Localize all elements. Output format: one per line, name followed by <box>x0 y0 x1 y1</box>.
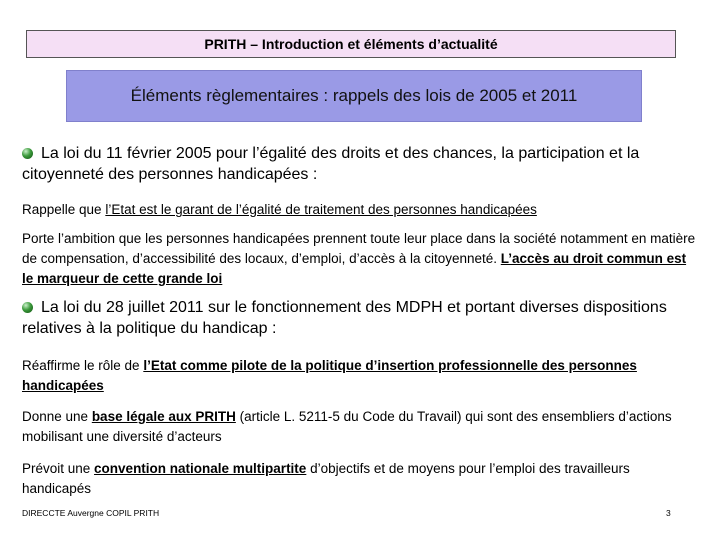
law-2005-heading <box>22 143 698 185</box>
law-2011-point1 <box>22 356 698 396</box>
law-2011-point2-emphasis: base légale aux PRITH <box>91 409 236 424</box>
law-2011-point3-suffix: d’objectifs et de moyens pour l’emploi des travailleurs handicapés <box>22 461 630 496</box>
law-2005-heading-text: La loi du 11 février 2005 pour l’égalité des droits et des chances, la participation et la citoyenneté des personnes handicapées : <box>22 145 640 183</box>
law-2011-point3 <box>22 459 698 499</box>
green-bullet-icon <box>22 148 33 159</box>
section-title-box <box>66 70 642 122</box>
header-title: PRITH – Introduction et éléments d’actualité <box>204 36 498 52</box>
footer-source: DIRECCTE Auvergne COPIL PRITH <box>22 508 160 518</box>
law-2011-heading <box>22 297 698 339</box>
header-banner <box>26 30 676 58</box>
law-2011-point2 <box>22 407 698 447</box>
page-number: 3 <box>666 508 671 518</box>
law-2011-point2-suffix: (article L. 5211-5 du Code du Travail) qui sont des ensembliers d’actions mobilisant une diversité d’acteurs <box>22 409 672 444</box>
law-2005-point1 <box>22 200 698 220</box>
law-2011-point3-prefix: Prévoit une <box>22 461 95 476</box>
section-title: Éléments règlementaires : rappels des lois de 2005 et 2011 <box>130 86 578 105</box>
green-bullet-icon <box>22 302 33 313</box>
law-2011-point2-prefix: Donne une <box>22 409 92 424</box>
law-2005-point1-prefix: Rappelle que <box>22 202 106 217</box>
law-2011-heading-text: La loi du 28 juillet 2011 sur le fonctionnement des MDPH et portant diverses dispositions relatives à la politique du handicap : <box>22 299 667 337</box>
law-2005-point2 <box>22 229 698 289</box>
law-2011-point1-prefix: Réaffirme le rôle de <box>22 358 144 373</box>
law-2005-point2-text: Porte l’ambition que les personnes handicapées prennent toute leur place dans la société notamment en matière de compensation, d’accessibilité des locaux, d’emploi, d’accès à la citoyenneté. <box>22 231 696 266</box>
law-2011-point1-emphasis: l’Etat comme pilote de la politique d’insertion professionnelle des personnes handicapées <box>22 358 637 393</box>
law-2005-point2-emphasis: L’accès au droit commun est le marqueur de cette grande loi <box>22 251 687 286</box>
law-2011-point3-emphasis: convention nationale multipartite <box>94 461 307 476</box>
law-2005-point1-emphasis: l’Etat est le garant de l’égalité de traitement des personnes handicapées <box>105 202 537 217</box>
